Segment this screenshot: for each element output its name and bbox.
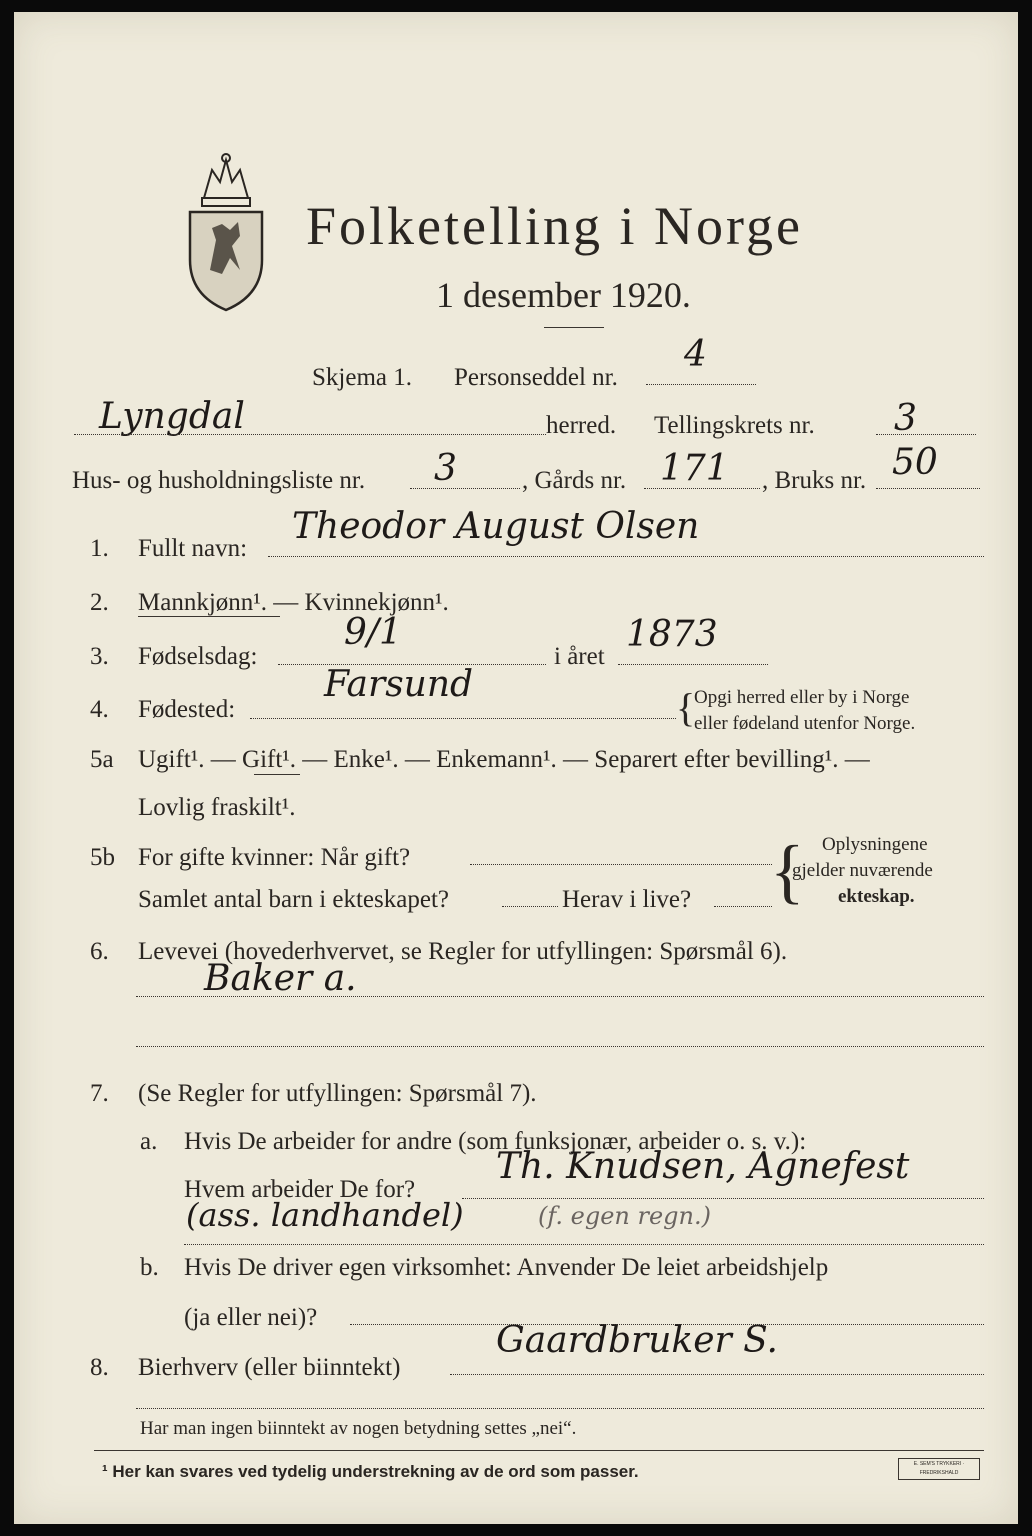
tellingskrets-line xyxy=(876,434,976,435)
q7a-employer-note: (f. egen regn.) xyxy=(538,1202,711,1230)
q5b-children-alive: Herav i live? xyxy=(562,886,692,913)
q1-full-name: Theodor August Olsen xyxy=(292,506,700,547)
personseddel-value: 4 xyxy=(684,334,707,375)
q5b-note-line2: gjelder nuværende xyxy=(792,860,933,881)
q5b-alive-line xyxy=(714,906,772,907)
q3-number: 3. xyxy=(90,643,109,670)
q7b-sub-label: (ja eller nei)? xyxy=(184,1304,318,1331)
q8-label: Bierhverv (eller biinntekt) xyxy=(138,1354,401,1381)
census-date: 1 desember 1920. xyxy=(436,275,691,315)
skjema-label: Skjema 1. xyxy=(312,364,412,391)
q6-line2 xyxy=(136,1046,984,1047)
q3-label: Fødselsdag: xyxy=(138,643,258,670)
q8-note: Har man ingen biinntekt av nogen betydning settes „nei“. xyxy=(140,1418,577,1439)
hus-value: 3 xyxy=(434,448,457,489)
bruks-line xyxy=(876,488,980,489)
bruks-label: , Bruks nr. xyxy=(762,467,867,494)
q3-birth-year: 1873 xyxy=(626,614,718,655)
q6-line1 xyxy=(136,996,984,997)
q4-line xyxy=(250,718,676,719)
q7a-employer-line xyxy=(462,1198,984,1199)
q5b-children-line xyxy=(502,906,558,907)
q5b-married-line xyxy=(470,864,772,865)
q4-note-line2: eller fødeland utenfor Norge. xyxy=(694,713,916,734)
q7b-letter: b. xyxy=(140,1254,159,1281)
q8-number: 8. xyxy=(90,1354,109,1381)
q4-brace: { xyxy=(676,685,696,730)
title-divider xyxy=(544,327,604,328)
q5b-number: 5b xyxy=(90,844,115,871)
q3-year-label: i året xyxy=(554,643,605,670)
q4-birthplace: Farsund xyxy=(324,664,474,705)
q4-note-line1: Opgi herred eller by i Norge xyxy=(694,687,910,708)
printer-stamp-text: E. SEM'S TRYKKERI · FREDRIKSHALD xyxy=(913,1461,965,1476)
q5b-brace: { xyxy=(770,831,805,911)
q5b-note-line1: Oplysningene xyxy=(822,834,928,855)
q5b-children-total: Samlet antal barn i ekteskapet? xyxy=(138,886,449,913)
q7a-employer-line2 xyxy=(184,1244,984,1245)
q4-label: Fødested: xyxy=(138,696,236,723)
q5a-gift-underline xyxy=(254,774,300,775)
q7a-employer-value-line2: (ass. landhandel) xyxy=(186,1196,464,1234)
footer-divider xyxy=(94,1450,984,1451)
census-form-sheet xyxy=(14,12,1018,1524)
norway-coat-of-arms-icon xyxy=(182,150,270,315)
q3-year-line xyxy=(618,664,768,665)
q5b-note-line3: ekteskap. xyxy=(838,886,915,907)
q5a-options-line2: Lovlig fraskilt¹. xyxy=(138,794,296,821)
footnote: ¹ Her kan svares ved tydelig understrekning av de ord som passer. xyxy=(102,1462,639,1481)
q8-secondary-occupation: Gaardbruker S. xyxy=(496,1320,778,1361)
q1-label: Fullt navn: xyxy=(138,535,248,562)
tellingskrets-value: 3 xyxy=(894,398,917,439)
q1-number: 1. xyxy=(90,535,109,562)
bruks-value: 50 xyxy=(892,442,938,483)
q8-line xyxy=(450,1374,984,1375)
q3-birthday: 9/1 xyxy=(344,612,402,653)
printer-stamp xyxy=(898,1458,980,1480)
personseddel-label: Personseddel nr. xyxy=(454,364,618,391)
q4-number: 4. xyxy=(90,696,109,723)
q7-label: (Se Regler for utfyllingen: Spørsmål 7). xyxy=(138,1080,537,1107)
q2-mannkjonn-underline xyxy=(138,616,280,617)
herred-label: herred. xyxy=(546,412,617,439)
herred-line xyxy=(74,434,546,435)
q7a-label: Hvis De arbeider for andre (som funksjonær, arbeider o. s. v.): xyxy=(184,1128,807,1155)
tellingskrets-label: Tellingskrets nr. xyxy=(654,412,815,439)
q7a-letter: a. xyxy=(140,1128,158,1155)
q5a-options: Ugift¹. — Gift¹. — Enke¹. — Enkemann¹. — Separert efter bevilling¹. — xyxy=(138,746,870,773)
q7a-employer-value: Th. Knudsen, Agnefest xyxy=(496,1146,910,1187)
form-title: Folketelling i Norge xyxy=(306,196,803,256)
hus-line xyxy=(410,488,520,489)
q6-number: 6. xyxy=(90,938,109,965)
q1-line xyxy=(268,556,984,557)
q5b-married-when: For gifte kvinner: Når gift? xyxy=(138,844,411,871)
q6-label: Levevei (hovederhvervet, se Regler for utfyllingen: Spørsmål 6). xyxy=(138,938,788,965)
q6-occupation: Baker a. xyxy=(204,958,357,999)
personseddel-line xyxy=(646,384,756,385)
q7b-label: Hvis De driver egen virksomhet: Anvender De leiet arbeidshjelp xyxy=(184,1254,829,1281)
q2-sex-options: Mannkjønn¹. — Kvinnekjønn¹. xyxy=(138,589,449,616)
q8-line2 xyxy=(136,1408,984,1409)
q2-number: 2. xyxy=(90,589,109,616)
hus-label: Hus- og husholdningsliste nr. xyxy=(72,467,366,494)
gards-value: 171 xyxy=(660,448,729,489)
herred-value: Lyngdal xyxy=(99,396,245,437)
q5a-number: 5a xyxy=(90,746,114,773)
q7-number: 7. xyxy=(90,1080,109,1107)
q7a-employer-label: Hvem arbeider De for? xyxy=(184,1176,416,1203)
gards-label: , Gårds nr. xyxy=(522,467,627,494)
